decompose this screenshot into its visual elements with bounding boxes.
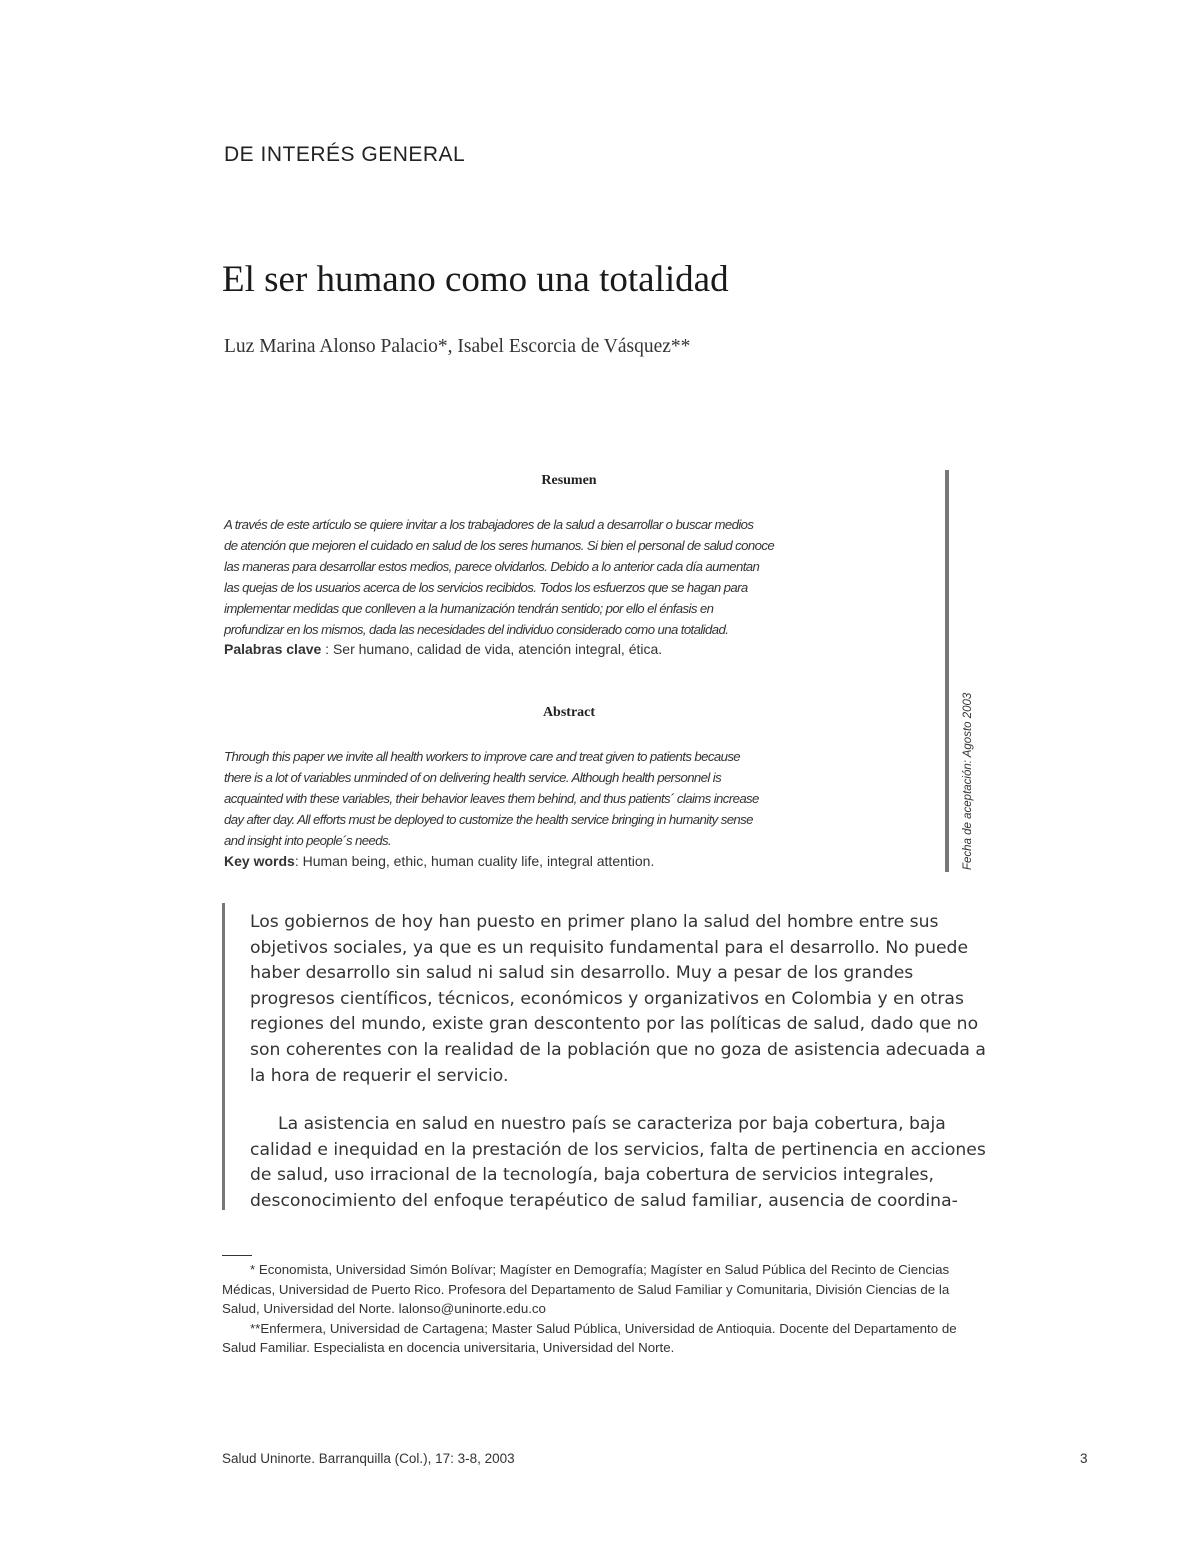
abstract-line: there is a lot of variables unminded of on delivering health service. Although health personnel is <box>224 770 722 785</box>
footnote-line: * Economista, Universidad Simón Bolívar; Magíster en Demografía; Magíster en Salud Pública del Recinto de Ciencias <box>250 1262 950 1277</box>
abstract-line: day after day. All efforts must be deployed to customize the health service bringing in humanity sense <box>224 812 753 827</box>
resumen-line: A través de este artículo se quiere invitar a los trabajadores de la salud a desarrollar o buscar medios <box>224 517 754 532</box>
page-number: 3 <box>1080 1451 1088 1466</box>
footnote-line: Salud Familiar. Especialista en docencia universitaria, Universidad del Norte. <box>222 1340 675 1355</box>
footnote-line: **Enfermera, Universidad de Cartagena; Master Salud Pública, Universidad de Antioquia. Docente del Departamento de <box>250 1320 957 1336</box>
body-line: calidad e inequidad en la prestación de los servicios, falta de pertinencia en acciones <box>250 1139 986 1160</box>
key-words-label: Key words <box>224 853 295 869</box>
resumen-text <box>224 514 914 640</box>
body-line: La asistencia en salud en nuestro país se caracteriza por baja cobertura, baja <box>278 1114 946 1134</box>
article-title: El ser humano como una totalidad <box>222 259 729 300</box>
resumen-line: profundizar en los mismos, dada las necesidades del individuo considerado como una totalidad. <box>224 622 729 637</box>
body-line: progresos científicos, técnicos, económicos y organizativos en Colombia y en otras <box>250 988 964 1009</box>
resumen-line: las maneras para desarrollar estos medios, parece olvidarlos. Debido a lo anterior cada día aumentan <box>224 559 760 574</box>
palabras-clave-text: : Ser humano, calidad de vida, atención integral, ética. <box>321 641 663 657</box>
body-line: de salud, uso irracional de la tecnología, baja cobertura de servicios integrales, <box>250 1165 934 1186</box>
journal-citation: Salud Uninorte. Barranquilla (Col.), 17: 3-8, 2003 <box>222 1451 515 1466</box>
key-words-text: : Human being, ethic, human cuality life, integral attention. <box>294 853 655 869</box>
palabras-clave <box>224 641 662 657</box>
footnote-rule <box>222 1255 252 1256</box>
body-paragraph-1 <box>250 910 1008 1089</box>
abstract-line: acquainted with these variables, their behavior leaves them behind, and thus patients´ claims increase <box>224 791 759 806</box>
abstract-line: Through this paper we invite all health workers to improve care and treat given to patients because <box>224 749 741 764</box>
body-line: la hora de requerir el servicio. <box>250 1065 509 1086</box>
body-line: haber desarrollo sin salud ni salud sin desarrollo. Muy a pesar de los grandes <box>250 963 914 984</box>
body-line: desconocimiento del enfoque terapéutico de salud familiar, ausencia de coordina- <box>250 1190 958 1211</box>
body-side-rule <box>222 903 225 1210</box>
abstract-heading: Abstract <box>542 705 596 720</box>
abstract-text <box>224 746 914 851</box>
resumen-line: de atención que mejoren el cuidado en salud de los seres humanos. Si bien el personal de salud conoce <box>224 538 775 553</box>
footnote-line: Salud, Universidad del Norte. lalonso@uninorte.edu.co <box>222 1301 546 1316</box>
footnote-line: Médicas, Universidad de Puerto Rico. Profesora del Departamento de Salud Familiar y Comunitaria, División Ciencias de la <box>222 1281 950 1297</box>
body-line: Los gobiernos de hoy han puesto en primer plano la salud del hombre entre sus <box>250 912 939 932</box>
footnotes <box>222 1260 1092 1358</box>
palabras-clave-label: Palabras clave <box>224 641 322 657</box>
abstract-side-rule <box>945 470 949 872</box>
abstract-line: and insight into people´s needs. <box>224 833 392 848</box>
resumen-line: las quejas de los usuarios acerca de los servicios recibidos. Todos los esfuerzos que se hagan para <box>224 580 748 595</box>
body-line: son coherentes con la realidad de la población que no goza de asistencia adecuada a <box>250 1039 986 1060</box>
body-line: objetivos sociales, ya que es un requisito fundamental para el desarrollo. No puede <box>250 937 969 958</box>
section-label: DE INTERÉS GENERAL <box>224 143 466 166</box>
key-words <box>224 853 654 869</box>
resumen-heading: Resumen <box>541 473 597 488</box>
acceptance-date-note: Fecha de aceptación: Agosto 2003 <box>962 692 974 870</box>
resumen-line: implementar medidas que conlleven a la humanización tendrán sentido; por ello el énfasis en <box>224 601 714 616</box>
body-line: regiones del mundo, existe gran descontento por las políticas de salud, dado que no <box>250 1014 979 1035</box>
article-authors: Luz Marina Alonso Palacio*, Isabel Escorcia de Vásquez** <box>224 336 691 357</box>
body-paragraph-2 <box>250 1112 1008 1214</box>
